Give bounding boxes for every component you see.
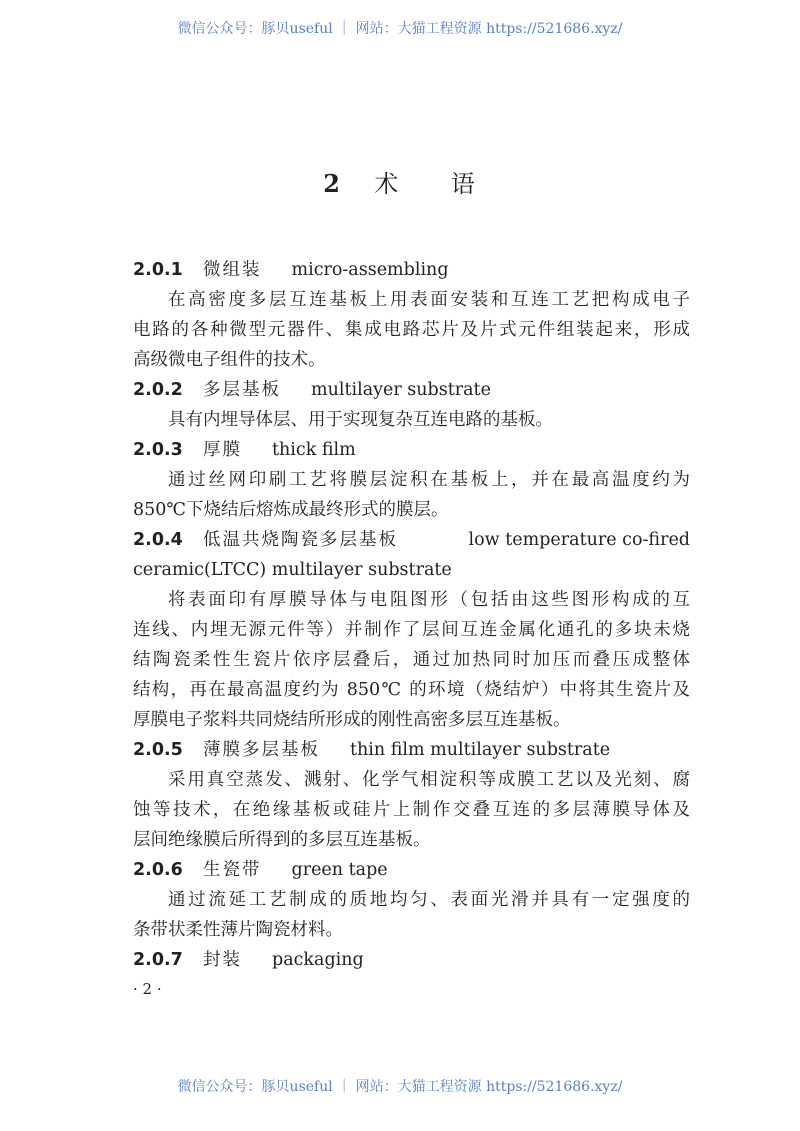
term-heading [133, 525, 690, 555]
chapter-number: 2 [323, 169, 342, 198]
term-english: micro-assembling [291, 260, 449, 280]
term-heading [133, 735, 690, 765]
definition-line: 结陶瓷柔性生瓷片依序层叠后，通过加热同时加压而叠压成整体 [133, 650, 690, 670]
page-number: · 2 · [133, 980, 162, 998]
term-number: 2.0.7 [133, 950, 183, 970]
term-heading [133, 255, 690, 285]
definition-line: 电路的各种微型元器件、集成电路芯片及片式元件组装起来，形成 [133, 320, 690, 340]
term-number: 2.0.5 [133, 740, 183, 760]
definition-line: 结构，再在最高温度约为 850℃ 的环境（烧结炉）中将其生瓷片及 [133, 680, 690, 700]
term-english: low temperature co-fired [468, 530, 690, 550]
term-english: green tape [291, 860, 388, 880]
term-number: 2.0.6 [133, 860, 183, 880]
term-chinese: 封装 [203, 950, 242, 970]
watermark-bottom: 微信公众号：豚贝useful ｜ 网站：大猫工程资源 https://521686.xyz/ [177, 1079, 623, 1095]
term-heading [133, 945, 690, 975]
definition-line: 高级微电子组件的技术。 [133, 350, 326, 370]
term-number: 2.0.2 [133, 380, 183, 400]
definition-line: 通过流延工艺制成的质地均匀、表面光滑并具有一定强度的 [168, 890, 690, 910]
term-chinese: 低温共烧陶瓷多层基板 [203, 530, 398, 550]
term-heading [133, 855, 690, 885]
watermark-top: 微信公众号：豚贝useful ｜ 网站：大猫工程资源 https://521686.xyz/ [177, 21, 623, 37]
term-heading [133, 435, 690, 465]
chapter-title-part2: 语 [450, 170, 477, 198]
term-chinese: 生瓷带 [203, 860, 262, 880]
term-english: multilayer substrate [311, 380, 491, 400]
term-english: thin film multilayer substrate [350, 740, 611, 760]
definition-line: 通过丝网印刷工艺将膜层淀积在基板上，并在最高温度约为 [168, 470, 690, 490]
definition-line: 层间绝缘膜后所得到的多层互连基板。 [133, 830, 431, 850]
term-chinese: 薄膜多层基板 [203, 740, 320, 760]
definition-line: 厚膜电子浆料共同烧结所形成的刚性高密多层互连基板。 [133, 710, 571, 730]
definition-line: 蚀等技术，在绝缘基板或硅片上制作交叠互连的多层薄膜导体及 [133, 800, 690, 820]
term-heading [133, 375, 690, 405]
term-chinese: 微组装 [203, 260, 262, 280]
definition-line: 连线、内埋无源元件等）并制作了层间互连金属化通孔的多块未烧 [133, 620, 690, 640]
term-chinese: 多层基板 [203, 380, 281, 400]
term-english-continued: ceramic(LTCC) multilayer substrate [133, 560, 452, 580]
term-number: 2.0.1 [133, 260, 183, 280]
term-english: thick film [272, 440, 356, 460]
definition-line: 采用真空蒸发、溅射、化学气相淀积等成膜工艺以及光刻、腐 [168, 770, 690, 790]
terms-list [133, 255, 690, 975]
term-chinese: 厚膜 [203, 440, 242, 460]
term-number: 2.0.4 [133, 530, 183, 550]
definition-line: 具有内埋导体层、用于实现复杂互连电路的基板。 [168, 410, 553, 430]
definition-line: 将表面印有厚膜导体与电阻图形（包括由这些图形构成的互 [168, 590, 690, 610]
chapter-title [0, 164, 800, 199]
definition-line: 条带状柔性薄片陶瓷材料。 [133, 920, 343, 940]
term-english: packaging [272, 950, 364, 970]
chapter-title-part1: 术 [374, 170, 401, 198]
term-number: 2.0.3 [133, 440, 183, 460]
definition-line: 在高密度多层互连基板上用表面安装和互连工艺把构成电子 [168, 290, 690, 310]
definition-line: 850℃下烧结后熔炼成最终形式的膜层。 [133, 500, 449, 520]
